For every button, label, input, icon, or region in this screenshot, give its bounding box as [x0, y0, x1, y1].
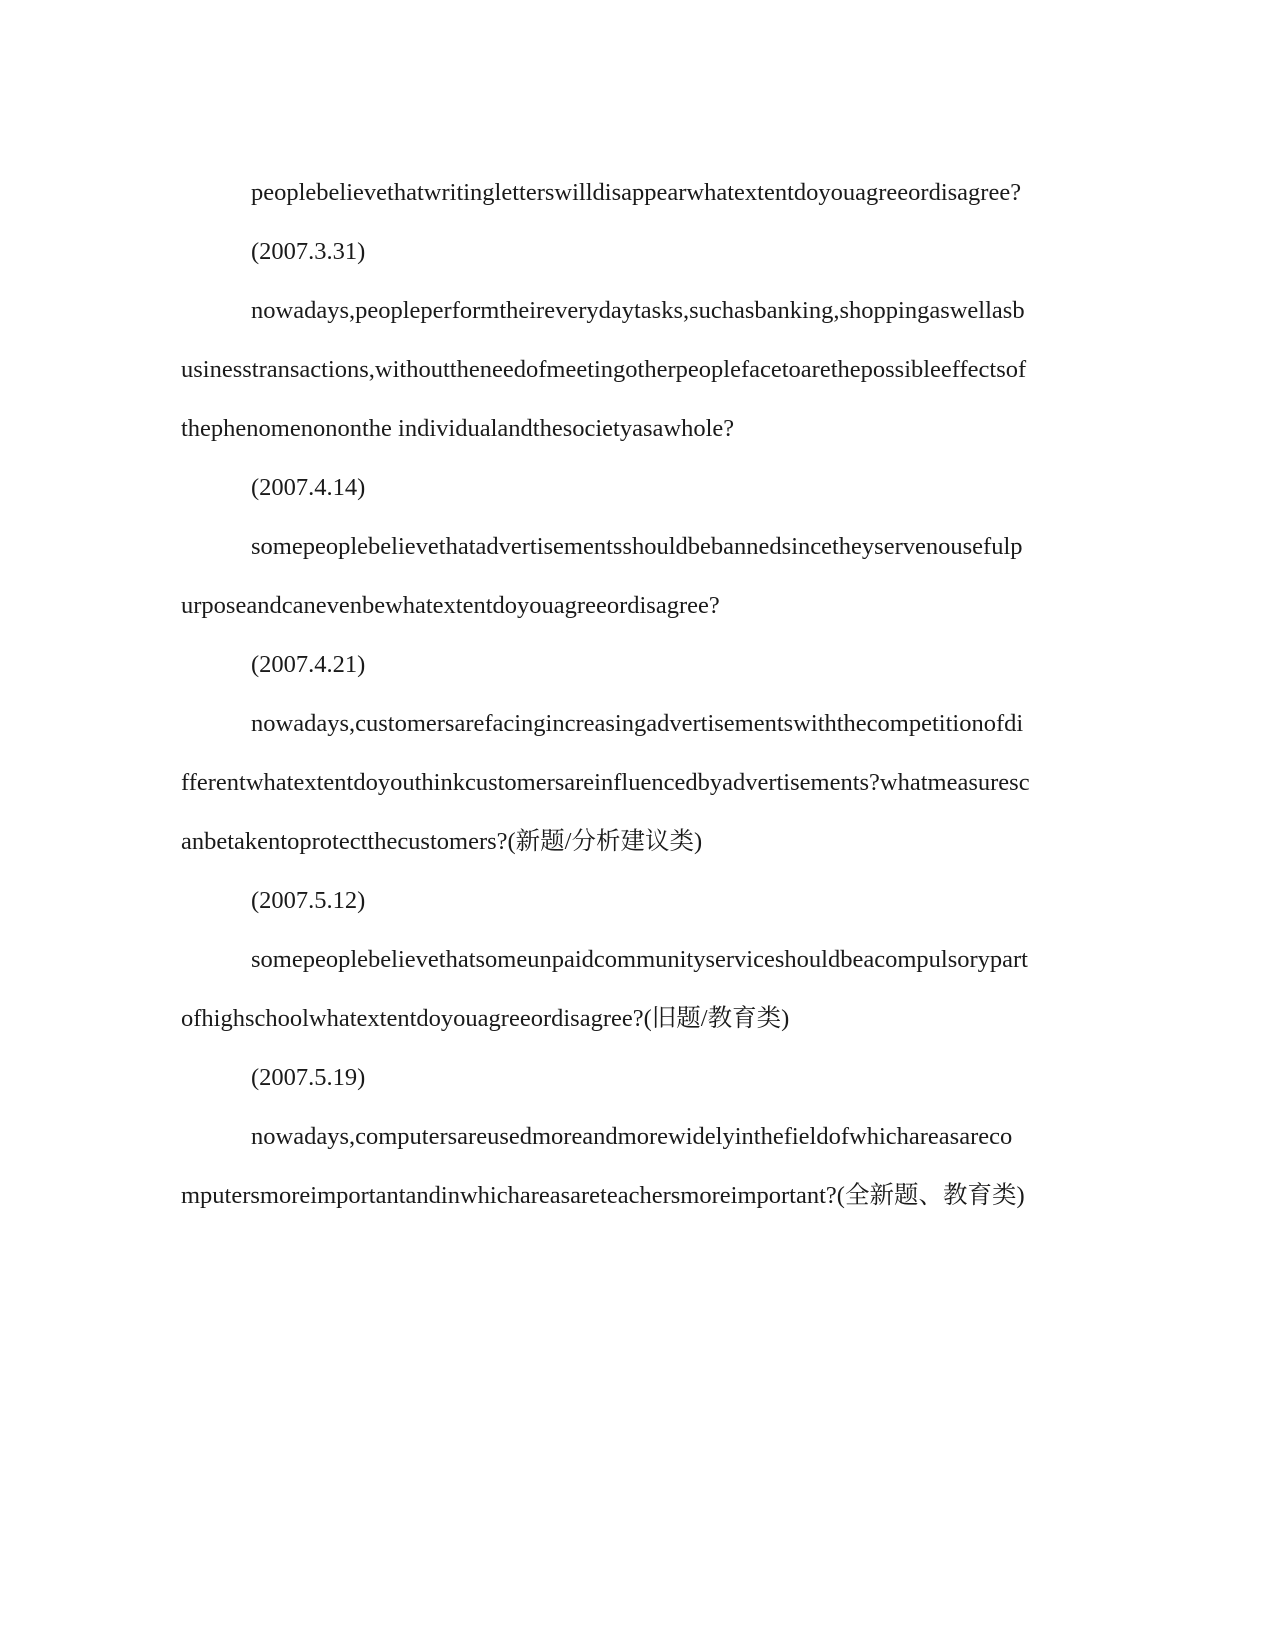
- question-paragraph-community-service: somepeoplebelievethatsomeunpaidcommunityserviceshouldbeacompulsorypartofhighschoolwhatextentdoyouagreeordisagree?(旧题/教育类): [181, 946, 1028, 1032]
- date-2007-4-21: (2007.4.21): [251, 651, 366, 678]
- question-paragraph-computers-teachers: nowadays,computersareusedmoreandmorewidelyinthefieldofwhichareasarecomputersmoreimportantandinwhichareasareteachersmoreimportant?(全新题、教育类): [181, 1123, 1025, 1209]
- question-paragraph-letters: peoplebelievethatwritingletterswilldisappearwhatextentdoyouagreeordisagree?: [251, 179, 1022, 206]
- document-body: [181, 163, 1031, 1225]
- date-2007-5-12: (2007.5.12): [251, 887, 366, 914]
- date-2007-4-14: (2007.4.14): [251, 474, 366, 501]
- date-2007-3-31: (2007.3.31): [251, 238, 366, 265]
- question-paragraph-everyday-tasks: nowadays,peopleperformtheireverydaytasks,suchasbanking,shoppingaswellasbusinesstransactions,withouttheneedofmeetingotherpeoplefacetoarethepossibleeffectsofthephenomenononthe individualandthesocietyasawhole?: [181, 297, 1027, 442]
- date-2007-5-19: (2007.5.19): [251, 1064, 366, 1091]
- question-paragraph-advertisements-ban: somepeoplebelievethatadvertisementsshouldbebannedsincetheyservenousefulpurposeandcanevenbewhatextentdoyouagreeordisagree?: [181, 533, 1023, 619]
- question-paragraph-advertisements-influence: nowadays,customersarefacingincreasingadvertisementswiththecompetitionofdifferentwhatextentdoyouthinkcustomersareinfluencedbyadvertisements?whatmeasurescanbetakentoprotectthecustomers?(新题/分析建议类): [181, 710, 1030, 855]
